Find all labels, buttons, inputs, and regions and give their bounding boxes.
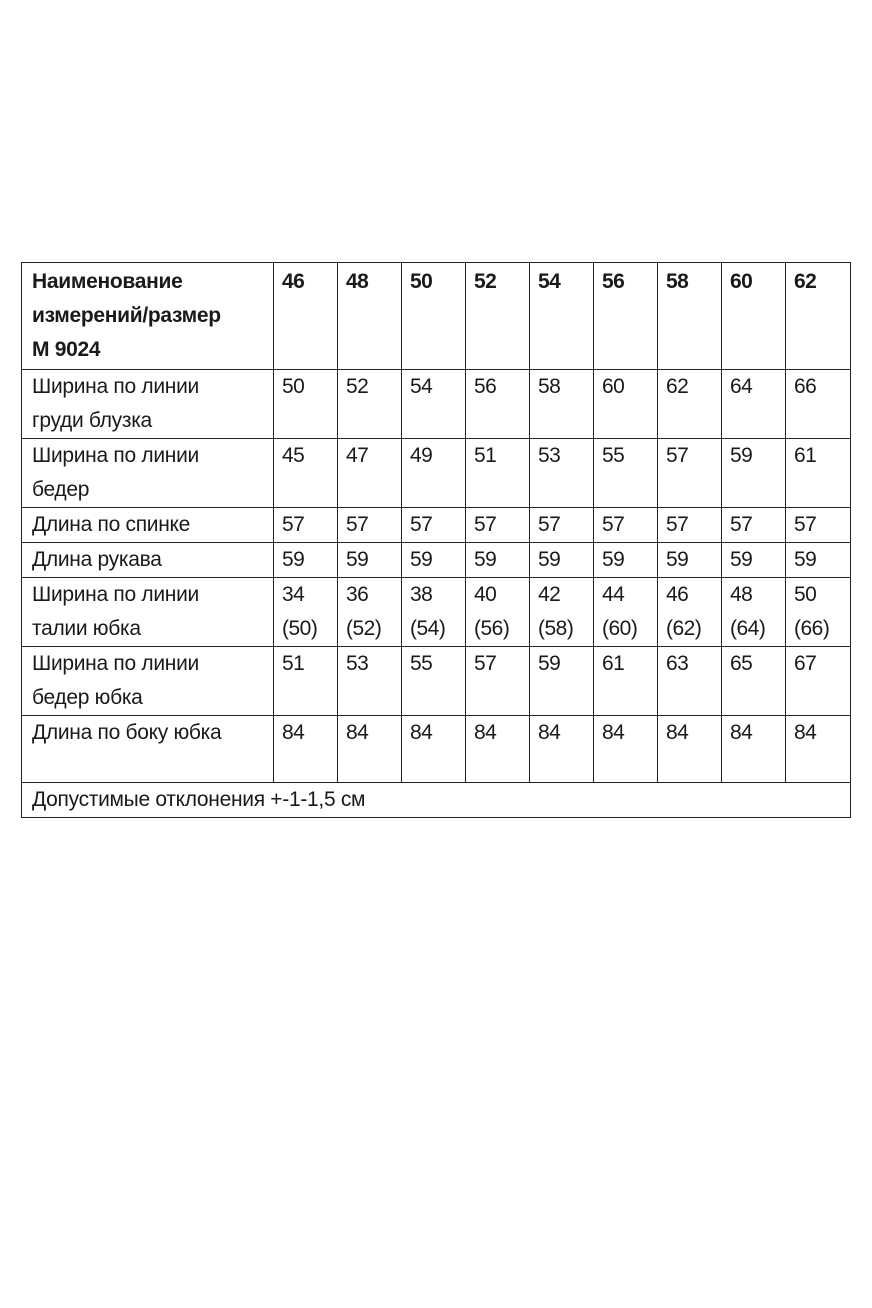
table-cell: 65 [722, 647, 786, 716]
cell-value: 44 [602, 583, 625, 606]
header-model-code: М 9024 [32, 338, 101, 361]
table-cell: 47 [338, 439, 402, 508]
row-name-line: бедер юбка [32, 686, 143, 709]
table-cell: 57 [658, 508, 722, 543]
table-cell: 57 [658, 439, 722, 508]
table-cell: 53 [338, 647, 402, 716]
table-cell: 57 [274, 508, 338, 543]
table-cell [594, 578, 658, 647]
table-cell [786, 578, 851, 647]
table-cell: 51 [274, 647, 338, 716]
table-cell: 57 [722, 508, 786, 543]
table-cell: 57 [594, 508, 658, 543]
table-row [22, 543, 851, 578]
table-cell: 59 [530, 647, 594, 716]
table-cell: 57 [466, 508, 530, 543]
cell-value: 38 [410, 583, 433, 606]
table-cell: 64 [722, 370, 786, 439]
footer-row [22, 783, 851, 818]
table-cell: 50 [274, 370, 338, 439]
header-size-60: 60 [722, 263, 786, 370]
table-cell: 84 [402, 716, 466, 783]
header-size-56: 56 [594, 263, 658, 370]
cell-value: 46 [666, 583, 689, 606]
cell-alt-value: (54) [410, 617, 446, 640]
header-name-line: измерений/размер [32, 304, 221, 327]
header-size-48: 48 [338, 263, 402, 370]
table-row [22, 647, 851, 716]
table-cell: 52 [338, 370, 402, 439]
cell-value: 50 [794, 583, 817, 606]
table-cell: 59 [722, 543, 786, 578]
cell-value: 48 [730, 583, 753, 606]
cell-alt-value: (58) [538, 617, 574, 640]
cell-value: 42 [538, 583, 561, 606]
cell-alt-value: (56) [474, 617, 510, 640]
row-name-line: Ширина по линии [32, 652, 199, 675]
header-row [22, 263, 851, 370]
table-cell: 55 [594, 439, 658, 508]
row-name: Длина по боку юбка [22, 716, 274, 783]
header-measurement-name [22, 263, 274, 370]
table-cell: 84 [594, 716, 658, 783]
table-cell: 84 [786, 716, 851, 783]
table-cell [274, 578, 338, 647]
cell-alt-value: (62) [666, 617, 702, 640]
row-name-line: Ширина по линии [32, 375, 199, 398]
table-cell: 84 [658, 716, 722, 783]
header-size-54: 54 [530, 263, 594, 370]
table-cell: 58 [530, 370, 594, 439]
table-cell: 57 [786, 508, 851, 543]
size-chart-table [21, 262, 851, 818]
header-name-line: Наименование [32, 270, 183, 293]
table-cell [530, 578, 594, 647]
table-cell [338, 578, 402, 647]
table-cell: 57 [402, 508, 466, 543]
cell-value: 34 [282, 583, 305, 606]
tolerance-note: Допустимые отклонения +-1-1,5 см [22, 783, 851, 818]
row-name [22, 578, 274, 647]
table-cell: 59 [466, 543, 530, 578]
table-cell: 53 [530, 439, 594, 508]
table-cell: 66 [786, 370, 851, 439]
row-name: Длина рукава [22, 543, 274, 578]
table-row [22, 439, 851, 508]
table-cell: 61 [594, 647, 658, 716]
table-cell: 59 [530, 543, 594, 578]
table-cell: 59 [658, 543, 722, 578]
table-cell [466, 578, 530, 647]
row-name-line: Ширина по линии [32, 444, 199, 467]
table-cell: 59 [274, 543, 338, 578]
row-name-line: талии юбка [32, 617, 141, 640]
table-cell: 59 [786, 543, 851, 578]
cell-value: 36 [346, 583, 369, 606]
cell-alt-value: (60) [602, 617, 638, 640]
table-cell: 84 [722, 716, 786, 783]
cell-value: 40 [474, 583, 497, 606]
row-name-line: бедер [32, 478, 90, 501]
table-cell [658, 578, 722, 647]
table-row [22, 370, 851, 439]
table-cell: 59 [402, 543, 466, 578]
table-cell: 49 [402, 439, 466, 508]
table-cell: 62 [658, 370, 722, 439]
cell-alt-value: (50) [282, 617, 318, 640]
table-row [22, 716, 851, 783]
cell-alt-value: (52) [346, 617, 382, 640]
table-cell [402, 578, 466, 647]
table-cell: 63 [658, 647, 722, 716]
table-row [22, 578, 851, 647]
table-cell: 61 [786, 439, 851, 508]
row-name: Длина по спинке [22, 508, 274, 543]
row-name [22, 439, 274, 508]
row-name-line: груди блузка [32, 409, 152, 432]
table-cell: 67 [786, 647, 851, 716]
table-cell [722, 578, 786, 647]
row-name [22, 647, 274, 716]
row-name [22, 370, 274, 439]
cell-alt-value: (66) [794, 617, 830, 640]
header-size-46: 46 [274, 263, 338, 370]
header-size-52: 52 [466, 263, 530, 370]
cell-alt-value: (64) [730, 617, 766, 640]
table-cell: 45 [274, 439, 338, 508]
table-cell: 84 [274, 716, 338, 783]
table-cell: 84 [466, 716, 530, 783]
table-cell: 84 [530, 716, 594, 783]
table-cell: 84 [338, 716, 402, 783]
table-cell: 57 [466, 647, 530, 716]
table-cell: 57 [338, 508, 402, 543]
table-cell: 60 [594, 370, 658, 439]
table-cell: 55 [402, 647, 466, 716]
table-cell: 59 [722, 439, 786, 508]
table-cell: 59 [338, 543, 402, 578]
table-cell: 59 [594, 543, 658, 578]
row-name-line: Ширина по линии [32, 583, 199, 606]
header-size-62: 62 [786, 263, 851, 370]
header-size-58: 58 [658, 263, 722, 370]
table-row [22, 508, 851, 543]
header-size-50: 50 [402, 263, 466, 370]
table-cell: 51 [466, 439, 530, 508]
table-cell: 57 [530, 508, 594, 543]
table-cell: 56 [466, 370, 530, 439]
table-cell: 54 [402, 370, 466, 439]
